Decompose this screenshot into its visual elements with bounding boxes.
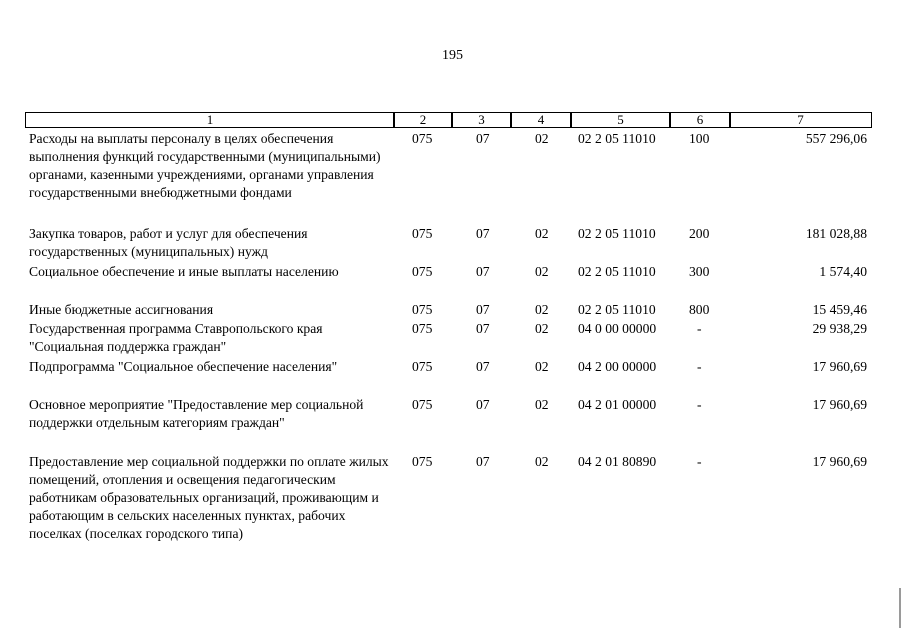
row-code-6: 100: [689, 131, 710, 146]
row-amount: 17 960,69: [812, 397, 867, 412]
header-col-4: 4: [510, 112, 572, 128]
row-code-3: 07: [476, 302, 490, 317]
row-code-2: 075: [412, 359, 433, 374]
row-code-5: 02 2 05 11010: [578, 226, 656, 241]
row-code-2: 075: [412, 226, 433, 241]
row-amount: 17 960,69: [812, 454, 867, 469]
row-code-5: 04 2 00 00000: [578, 359, 657, 374]
header-col-1: 1: [25, 112, 395, 128]
header-col-5: 5: [570, 112, 671, 128]
row-amount: 1 574,40: [819, 264, 867, 279]
row-code-5: 02 2 05 11010: [578, 131, 656, 146]
row-code-5: 04 2 01 00000: [578, 397, 657, 412]
page-number: 195: [442, 48, 463, 63]
row-amount: 557 296,06: [805, 131, 867, 146]
row-name-text: Закупка товаров, работ и услуг для обеспечения государственных (муниципальных) нужд: [29, 226, 308, 259]
row-amount: 17 960,69: [812, 359, 867, 374]
row-name: [29, 396, 391, 432]
row-name-text: Основное мероприятие "Предоставление мер социальной поддержки отдельным категориям граждан": [29, 397, 364, 430]
row-code-5: 04 0 00 00000: [578, 321, 657, 336]
row-code-4: 02: [535, 321, 549, 336]
row-name-text: Социальное обеспечение и иные выплаты населению: [29, 264, 339, 279]
row-code-3: 07: [476, 397, 490, 412]
row-code-6: 800: [689, 302, 710, 317]
row-code-3: 07: [476, 454, 490, 469]
row-amount: 15 459,46: [812, 302, 867, 317]
row-code-4: 02: [535, 226, 549, 241]
row-code-6: 200: [689, 226, 710, 241]
row-code-5: 02 2 05 11010: [578, 302, 656, 317]
table-header: [25, 112, 871, 127]
row-code-2: 075: [412, 397, 433, 412]
row-code-6: -: [697, 397, 702, 412]
row-name: [29, 263, 391, 281]
row-amount: 181 028,88: [805, 226, 867, 241]
row-code-4: 02: [535, 359, 549, 374]
row-code-2: 075: [412, 264, 433, 279]
row-name-text: Расходы на выплаты персоналу в целях обеспечения выполнения функций государственными (муниципальными) органами, казенными учреждениями, органами управления государственными внебюджетными фондами: [29, 131, 381, 200]
row-name-text: Предоставление мер социальной поддержки по оплате жилых помещений, отопления и освещения педагогическим работникам образовательных организаций, проживающим и работающим в сельских населенных пунктах, рабочих поселках (поселках городского типа): [29, 454, 389, 541]
row-name: [29, 301, 391, 319]
row-name-text: Государственная программа Ставропольского края "Социальная поддержка граждан": [29, 321, 323, 354]
row-code-3: 07: [476, 131, 490, 146]
row-name: [29, 130, 391, 202]
row-code-3: 07: [476, 264, 490, 279]
row-code-2: 075: [412, 454, 433, 469]
row-code-2: 075: [412, 302, 433, 317]
header-col-2: 2: [393, 112, 453, 128]
row-name: [29, 225, 391, 261]
row-code-6: -: [697, 321, 702, 336]
row-code-5: 04 2 01 80890: [578, 454, 657, 469]
row-amount: 29 938,29: [812, 321, 867, 336]
row-code-2: 075: [412, 131, 433, 146]
row-code-4: 02: [535, 397, 549, 412]
row-code-3: 07: [476, 226, 490, 241]
row-code-4: 02: [535, 264, 549, 279]
header-col-3: 3: [451, 112, 512, 128]
row-code-6: -: [697, 454, 702, 469]
row-code-5: 02 2 05 11010: [578, 264, 656, 279]
row-code-4: 02: [535, 131, 549, 146]
row-code-4: 02: [535, 302, 549, 317]
row-name: [29, 358, 391, 376]
row-code-3: 07: [476, 321, 490, 336]
row-code-4: 02: [535, 454, 549, 469]
row-name-text: Подпрограмма "Социальное обеспечение населения": [29, 359, 338, 374]
scan-edge-mark: [899, 588, 901, 628]
row-name: [29, 453, 391, 543]
row-code-2: 075: [412, 321, 433, 336]
row-name: [29, 320, 391, 356]
row-code-6: 300: [689, 264, 710, 279]
row-name-text: Иные бюджетные ассигнования: [29, 302, 214, 317]
row-code-3: 07: [476, 359, 490, 374]
header-col-7: 7: [729, 112, 872, 128]
row-code-6: -: [697, 359, 702, 374]
header-col-6: 6: [669, 112, 731, 128]
